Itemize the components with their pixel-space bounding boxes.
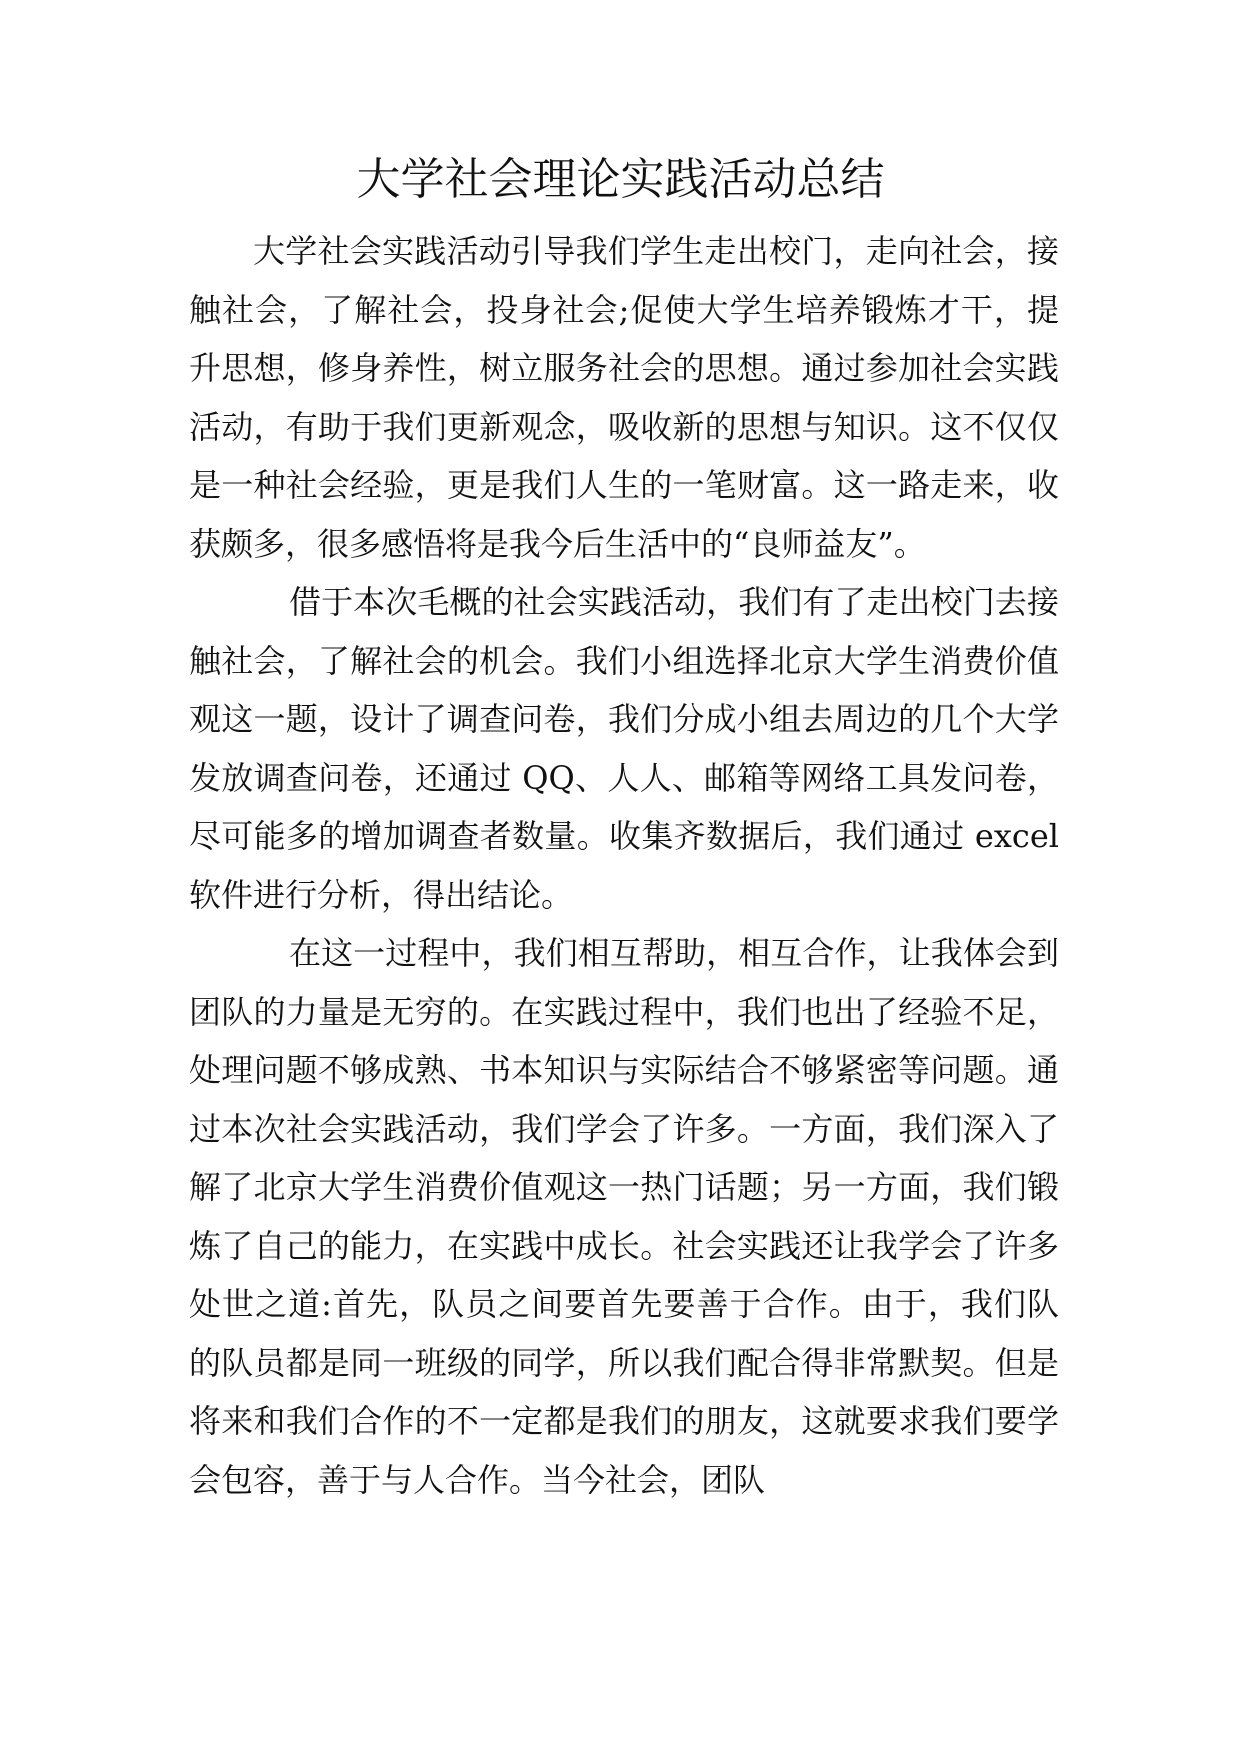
paragraph-3: 在这一过程中，我们相互帮助，相互合作，让我体会到团队的力量是无穷的。在实践过程中，我们也出了经验不足，处理问题不够成熟、书本知识与实际结合不够紧密等问题。通过本次社会实践活动，我们学会了许多。一方面，我们深入了解了北京大学生消费价值观这一热门话题；另一方面，我们锻炼了自己的能力，在实践中成长。社会实践还让我学会了许多处世之道:首先，队员之间要首先要善于合作。由于，我们队的队员都是同一班级的同学，所以我们配合得非常默契。但是将来和我们合作的不一定都是我们的朋友，这就要求我们要学会包容，善于与人合作。当今社会，团队 — [189, 934, 1059, 1499]
document-body — [189, 222, 1059, 1509]
paragraph-1: 大学社会实践活动引导我们学生走出校门，走向社会，接触社会，了解社会，投身社会;促使大学生培养锻炼才干，提升思想，修身养性，树立服务社会的思想。通过参加社会实践活动，有助于我们更新观念，吸收新的思想与知识。这不仅仅是一种社会经验，更是我们人生的一笔财富。这一路走来，收获颇多，很多感悟将是我今后生活中的“良师益友”。 — [189, 232, 1059, 563]
paragraph-2: 借于本次毛概的社会实践活动，我们有了走出校门去接触社会，了解社会的机会。我们小组选择北京大学生消费价值观这一题，设计了调查问卷，我们分成小组去周边的几个大学发放调查问卷，还通过 QQ、人人、邮箱等网络工具发问卷，尽可能多的增加调查者数量。收集齐数据后，我们通过 excel 软件进行分析，得出结论。 — [189, 583, 1059, 914]
document-title: 大学社会理论实践活动总结 — [356, 154, 885, 205]
